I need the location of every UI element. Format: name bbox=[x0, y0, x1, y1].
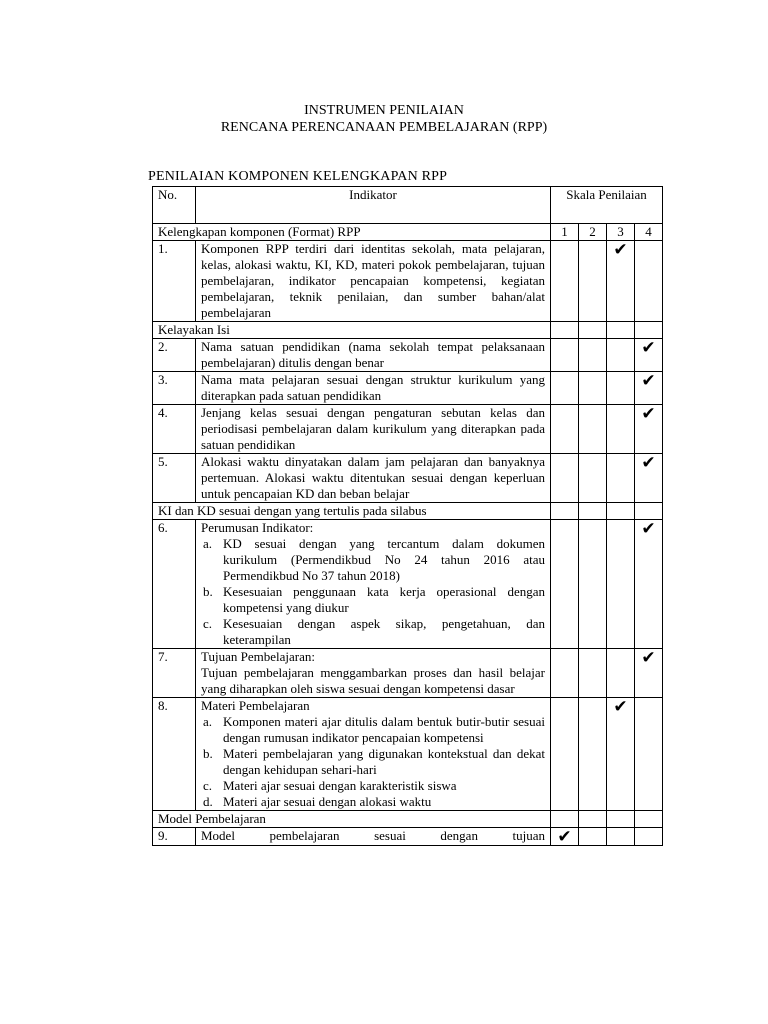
item-text: Alokasi waktu dinyatakan dalam jam pelajaran dan banyaknya pertemuan. Alokasi waktu ditentukan sesuai dengan keperluan untuk pencapaian KD dan beban belajar bbox=[201, 454, 545, 501]
scale-header-3: 3 bbox=[607, 224, 635, 241]
item-indicator bbox=[196, 828, 551, 846]
subitem-text: Materi pembelajaran yang digunakan kontekstual dan dekat dengan kehidupan sehari-hari bbox=[223, 746, 545, 777]
item-number: 5. bbox=[153, 454, 196, 503]
subitem bbox=[203, 714, 545, 746]
scale-cell-empty bbox=[579, 828, 607, 846]
group-row bbox=[153, 224, 663, 241]
item-number: 7. bbox=[153, 649, 196, 698]
subitem-text: Kesesuaian dengan aspek sikap, pengetahuan, dan keterampilan bbox=[223, 616, 545, 647]
subitem-text: Komponen materi ajar ditulis dalam bentuk butir-butir sesuai dengan rumusan indikator pencapaian kompetensi bbox=[223, 714, 545, 745]
scale-cell-empty bbox=[607, 503, 635, 520]
table-row bbox=[153, 520, 663, 649]
table-row bbox=[153, 649, 663, 698]
group-title: Model Pembelajaran bbox=[153, 811, 551, 828]
item-indicator bbox=[196, 241, 551, 322]
scale-cell-empty bbox=[607, 649, 635, 698]
subitem-text: Materi ajar sesuai dengan alokasi waktu bbox=[223, 794, 432, 809]
item-sublist bbox=[201, 714, 545, 810]
scale-cell-empty bbox=[551, 811, 579, 828]
scale-cell-empty bbox=[579, 322, 607, 339]
subitem-marker: d. bbox=[203, 794, 213, 809]
item-text: Nama mata pelajaran sesuai dengan struktur kurikulum yang diterapkan pada satuan pendidikan bbox=[201, 372, 545, 403]
scale-cell-empty bbox=[635, 828, 663, 846]
scale-cell-empty bbox=[607, 454, 635, 503]
subitem bbox=[203, 536, 545, 584]
table-row bbox=[153, 698, 663, 811]
check-mark-icon: ✔ bbox=[635, 372, 663, 405]
check-mark-icon: ✔ bbox=[635, 520, 663, 649]
item-text: Nama satuan pendidikan (nama sekolah tempat pelaksanaan pembelajaran) ditulis dengan benar bbox=[201, 339, 545, 370]
subitem bbox=[203, 778, 545, 794]
column-header-indicator: Indikator bbox=[196, 187, 551, 224]
item-indicator bbox=[196, 454, 551, 503]
subitem-marker: c. bbox=[203, 778, 213, 793]
scale-cell-empty bbox=[635, 322, 663, 339]
document-title bbox=[0, 102, 768, 136]
table-row bbox=[153, 339, 663, 372]
scale-header-1: 1 bbox=[551, 224, 579, 241]
subitem-marker: a. bbox=[203, 536, 213, 551]
item-number: 2. bbox=[153, 339, 196, 372]
check-mark-icon: ✔ bbox=[635, 649, 663, 698]
scale-cell-empty bbox=[579, 339, 607, 372]
assessment-table-body bbox=[153, 187, 663, 846]
scale-cell-empty bbox=[551, 454, 579, 503]
scale-cell-empty bbox=[579, 520, 607, 649]
group-row bbox=[153, 811, 663, 828]
check-mark-icon: ✔ bbox=[551, 828, 579, 846]
scale-cell-empty bbox=[607, 405, 635, 454]
scale-cell-empty bbox=[551, 339, 579, 372]
scale-cell-empty bbox=[579, 698, 607, 811]
scale-cell-empty bbox=[607, 828, 635, 846]
item-text: Tujuan Pembelajaran: bbox=[201, 649, 315, 664]
scale-cell-empty bbox=[579, 405, 607, 454]
item-indicator bbox=[196, 520, 551, 649]
subitem-text: KD sesuai dengan yang tercantum dalam dokumen kurikulum (Permendikbud No 24 tahun 2016 atau Permendikbud No 37 tahun 2018) bbox=[223, 536, 545, 583]
scale-cell-empty bbox=[579, 649, 607, 698]
scale-cell-empty bbox=[579, 454, 607, 503]
scale-cell-empty bbox=[551, 241, 579, 322]
scale-cell-empty bbox=[635, 241, 663, 322]
item-text: Jenjang kelas sesuai dengan pengaturan sebutan kelas dan periodisasi pembelajaran dalam kurikulum yang diterapkan pada satuan pendidikan bbox=[201, 405, 545, 452]
item-text: Komponen RPP terdiri dari identitas sekolah, mata pelajaran, kelas, alokasi waktu, KI, KD, materi pokok pembelajaran, tujuan pembelajaran, indikator pencapaian kompetensi, kegiatan pembelajaran, teknik penilaian, dan sumber bahan/alat pembelajaran bbox=[201, 241, 545, 320]
check-mark-icon: ✔ bbox=[635, 454, 663, 503]
check-mark-icon: ✔ bbox=[635, 339, 663, 372]
subitem-marker: a. bbox=[203, 714, 213, 729]
table-row bbox=[153, 828, 663, 846]
item-indicator bbox=[196, 698, 551, 811]
table-row bbox=[153, 241, 663, 322]
scale-cell-empty bbox=[607, 811, 635, 828]
scale-cell-empty bbox=[551, 372, 579, 405]
check-mark-icon: ✔ bbox=[607, 241, 635, 322]
item-text: Model pembelajaran sesuai dengan tujuan bbox=[201, 828, 545, 843]
column-header-no: No. bbox=[153, 187, 196, 224]
group-row bbox=[153, 322, 663, 339]
scale-cell-empty bbox=[579, 503, 607, 520]
subitem bbox=[203, 584, 545, 616]
scale-cell-empty bbox=[635, 503, 663, 520]
subitem-text: Materi ajar sesuai dengan karakteristik siswa bbox=[223, 778, 457, 793]
item-number: 9. bbox=[153, 828, 196, 846]
scale-cell-empty bbox=[551, 503, 579, 520]
scale-cell-empty bbox=[635, 698, 663, 811]
group-row bbox=[153, 503, 663, 520]
section-title: PENILAIAN KOMPONEN KELENGKAPAN RPP bbox=[148, 169, 448, 184]
item-text: Materi Pembelajaran bbox=[201, 698, 310, 713]
subitem-marker: b. bbox=[203, 746, 213, 761]
subitem bbox=[203, 616, 545, 648]
title-line-2: RENCANA PERENCANAAN PEMBELAJARAN (RPP) bbox=[220, 120, 548, 135]
scale-cell-empty bbox=[579, 811, 607, 828]
column-header-scale: Skala Penilaian bbox=[551, 187, 663, 224]
table-row bbox=[153, 405, 663, 454]
scale-header-2: 2 bbox=[579, 224, 607, 241]
subitem-marker: b. bbox=[203, 584, 213, 599]
subitem-marker: c. bbox=[203, 616, 213, 631]
title-line-1: INSTRUMEN PENILAIAN bbox=[304, 103, 464, 118]
item-text: Perumusan Indikator: bbox=[201, 520, 314, 535]
item-indicator bbox=[196, 649, 551, 698]
table-row bbox=[153, 454, 663, 503]
scale-cell-empty bbox=[551, 649, 579, 698]
item-number: 8. bbox=[153, 698, 196, 811]
item-number: 3. bbox=[153, 372, 196, 405]
scale-cell-empty bbox=[551, 698, 579, 811]
scale-cell-empty bbox=[607, 322, 635, 339]
scale-cell-empty bbox=[579, 241, 607, 322]
scale-cell-empty bbox=[579, 372, 607, 405]
table-row bbox=[153, 372, 663, 405]
group-title: Kelengkapan komponen (Format) RPP bbox=[153, 224, 551, 241]
group-title: KI dan KD sesuai dengan yang tertulis pada silabus bbox=[153, 503, 551, 520]
scale-cell-empty bbox=[551, 322, 579, 339]
scale-cell-empty bbox=[551, 405, 579, 454]
group-title: Kelayakan Isi bbox=[153, 322, 551, 339]
subitem bbox=[203, 794, 545, 810]
item-number: 6. bbox=[153, 520, 196, 649]
scale-cell-empty bbox=[635, 811, 663, 828]
scale-cell-empty bbox=[607, 520, 635, 649]
item-indicator bbox=[196, 405, 551, 454]
check-mark-icon: ✔ bbox=[635, 405, 663, 454]
item-sublist bbox=[201, 536, 545, 648]
item-detail: Tujuan pembelajaran menggambarkan proses dan hasil belajar yang diharapkan oleh siswa sesuai dengan kompetensi dasar bbox=[201, 665, 545, 696]
subitem-text: Kesesuaian penggunaan kata kerja operasional dengan kompetensi yang diukur bbox=[223, 584, 545, 615]
table-header-row bbox=[153, 187, 663, 224]
check-mark-icon: ✔ bbox=[607, 698, 635, 811]
item-number: 1. bbox=[153, 241, 196, 322]
item-indicator bbox=[196, 339, 551, 372]
subitem bbox=[203, 746, 545, 778]
item-indicator bbox=[196, 372, 551, 405]
item-number: 4. bbox=[153, 405, 196, 454]
scale-cell-empty bbox=[551, 520, 579, 649]
scale-cell-empty bbox=[607, 339, 635, 372]
assessment-table bbox=[152, 186, 663, 846]
scale-header-4: 4 bbox=[635, 224, 663, 241]
scale-cell-empty bbox=[607, 372, 635, 405]
